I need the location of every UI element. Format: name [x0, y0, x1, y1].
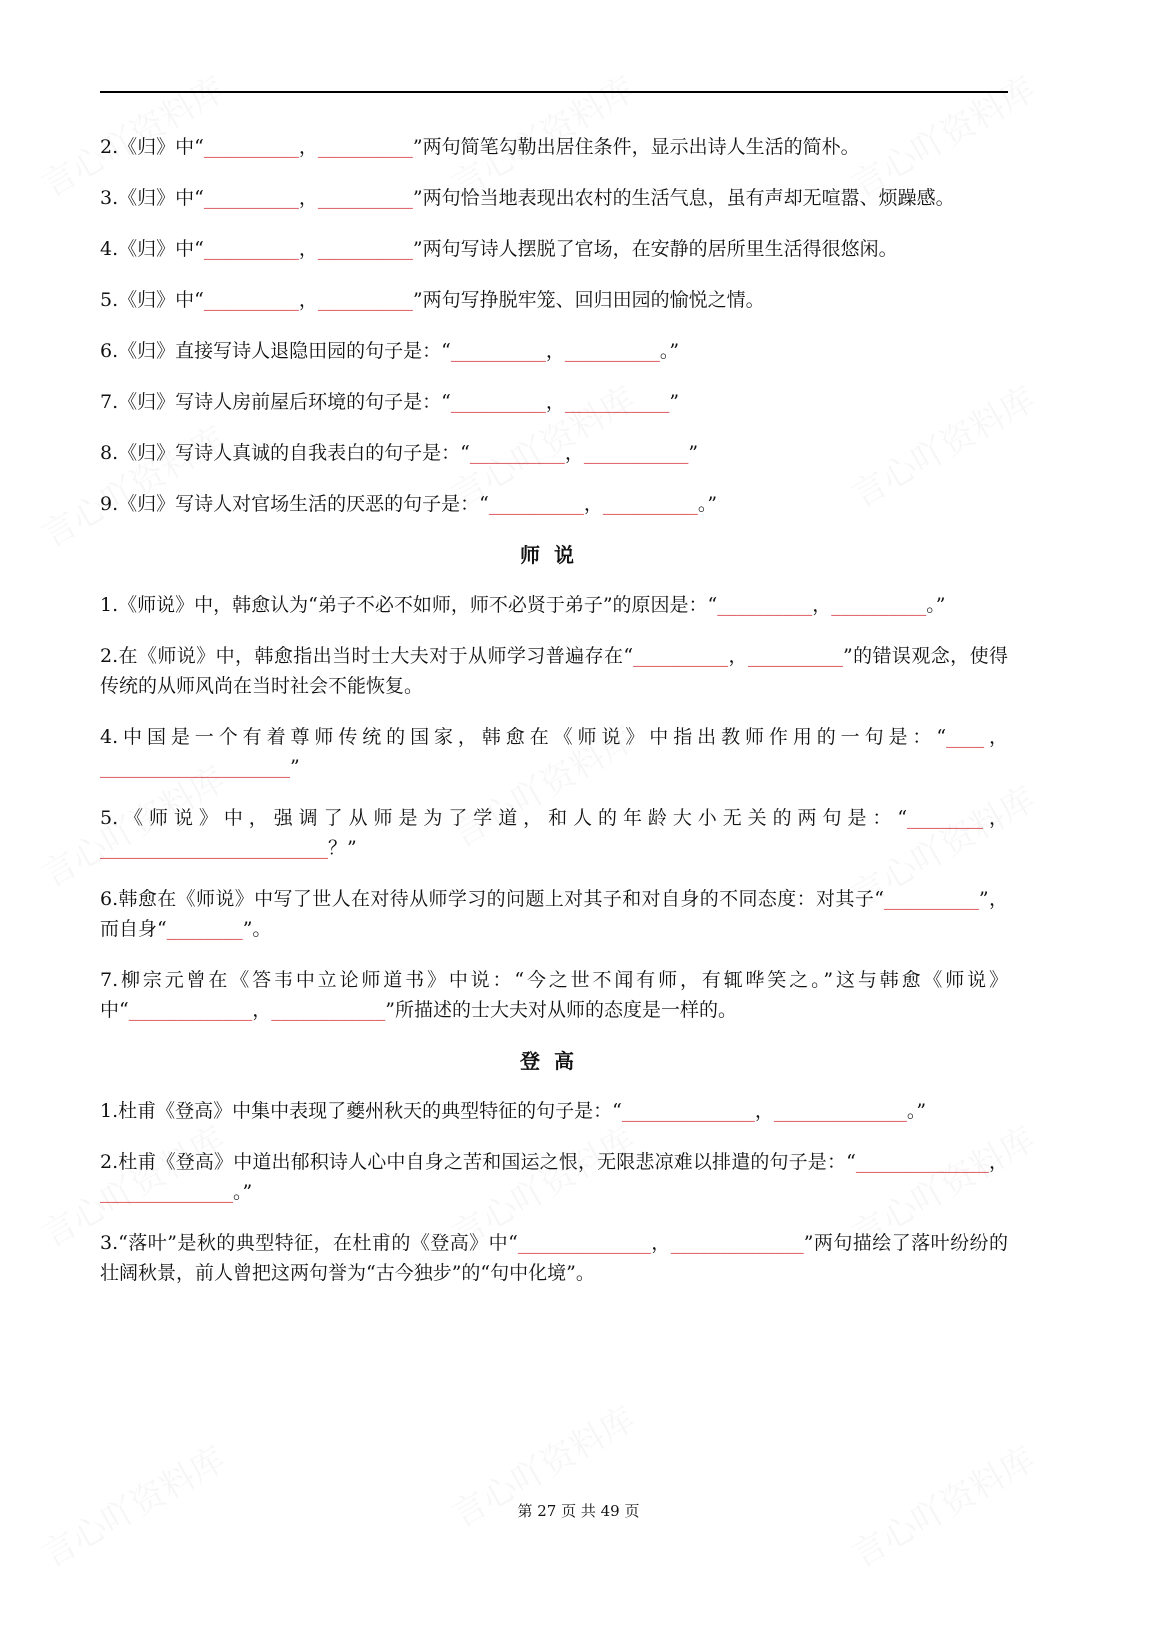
fill-in-blank[interactable]: __________ — [450, 391, 546, 413]
fill-in-blank[interactable]: ________ — [166, 918, 243, 940]
question-text: ， — [545, 340, 565, 362]
question-text: 2.杜甫《登高》中道出郁积诗人心中自身之苦和国运之恨，无限悲凉难以排遣的句子是：“ — [100, 1151, 856, 1173]
question-text: 7.《归》写诗人房前屋后环境的句子是：“ — [100, 391, 451, 413]
question-text: 3.“落叶”是秋的典型特征，在杜甫的《登高》中“ — [100, 1232, 518, 1254]
fill-in-blank[interactable]: ______________ — [621, 1100, 755, 1122]
question-text: 2.《归》中“ — [100, 136, 204, 158]
question-text: 5.《归》中“ — [100, 289, 204, 311]
fill-in-blank[interactable]: __________ — [602, 493, 698, 515]
fill-in-blank[interactable]: ____________________ — [100, 756, 290, 778]
question-item — [100, 722, 1008, 782]
question-text: ， — [564, 442, 584, 464]
fill-in-blank[interactable]: __________ — [203, 238, 299, 260]
question-text: 2.在《师说》中，韩愈指出当时士大夫对于从师学习普遍存在“ — [100, 645, 634, 667]
page-footer: 第 27 页 共 49 页 — [517, 1502, 640, 1520]
question-text: ”两句写诗人摆脱了官场，在安静的居所里生活得很悠闲。 — [412, 238, 898, 260]
question-text: ”，而自身“ — [100, 888, 1008, 940]
fill-in-blank[interactable]: __________ — [317, 187, 413, 209]
section-title: 登高 — [520, 1049, 588, 1073]
question-text: ， — [983, 807, 1008, 829]
fill-in-blank[interactable]: _____________ — [128, 999, 253, 1021]
question-text: 。” — [233, 1181, 253, 1203]
question-item — [100, 438, 1008, 468]
fill-in-blank[interactable]: ____ — [946, 726, 985, 748]
question-text: 1.杜甫《登高》中集中表现了夔州秋天的典型特征的句子是：“ — [100, 1100, 622, 1122]
question-text: ， — [728, 645, 748, 667]
question-item — [100, 489, 1008, 519]
question-text: 4.中国是一个有着尊师传统的国家，韩愈在《师说》中指出教师作用的一句是：“ — [100, 726, 947, 748]
question-text: ” — [688, 442, 699, 464]
fill-in-blank[interactable]: __________ — [633, 645, 729, 667]
fill-in-blank[interactable]: __________ — [203, 136, 299, 158]
question-item — [100, 387, 1008, 417]
fill-in-blank[interactable]: ______________ — [670, 1232, 804, 1254]
fill-in-blank[interactable]: ________ — [907, 807, 984, 829]
fill-in-blank[interactable]: ______________ — [100, 1181, 233, 1203]
question-text: ”所描述的士大夫对从师的态度是一样的。 — [385, 999, 737, 1021]
question-text: ”两句恰当地表现出农村的生活气息，虽有声却无喧嚣、烦躁感。 — [412, 187, 955, 209]
fill-in-blank[interactable]: __________ — [317, 136, 413, 158]
question-item — [100, 884, 1008, 944]
section-title: 师说 — [520, 543, 588, 567]
fill-in-blank[interactable]: __________ — [883, 888, 979, 910]
question-text: 9.《归》写诗人对官场生活的厌恶的句子是：“ — [100, 493, 489, 515]
question-text: ， — [252, 999, 272, 1021]
question-text: ”两句简笔勾勒出居住条件，显示出诗人生活的简朴。 — [412, 136, 860, 158]
fill-in-blank[interactable]: __________ — [717, 594, 813, 616]
question-item — [100, 183, 1008, 213]
question-text: ， — [298, 136, 318, 158]
fill-in-blank[interactable]: __________ — [564, 340, 660, 362]
question-text: ， — [754, 1100, 774, 1122]
fill-in-blank[interactable]: __________ — [831, 594, 927, 616]
question-text: ， — [988, 1151, 1008, 1173]
fill-in-blank[interactable]: ______________ — [773, 1100, 907, 1122]
question-text: ， — [298, 289, 318, 311]
question-item — [100, 234, 1008, 264]
question-item — [100, 965, 1008, 1025]
question-text: ” — [290, 756, 300, 778]
fill-in-blank[interactable]: ______________ — [517, 1232, 651, 1254]
question-text: ” — [669, 391, 680, 413]
fill-in-blank[interactable]: ______________ — [855, 1151, 989, 1173]
fill-in-blank[interactable]: ____________ — [271, 999, 386, 1021]
fill-in-blank[interactable]: ___________ — [583, 442, 689, 464]
question-text: ， — [650, 1232, 671, 1254]
question-text: ”。 — [242, 918, 272, 940]
question-item — [100, 1228, 1008, 1288]
question-item — [100, 285, 1008, 315]
fill-in-blank[interactable]: __________ — [469, 442, 565, 464]
question-text: 5.《师说》中，强调了从师是为了学道，和人的年龄大小无关的两句是：“ — [100, 807, 908, 829]
question-text: 6.《归》直接写诗人退隐田园的句子是：“ — [100, 340, 451, 362]
question-item — [100, 590, 1008, 620]
question-text: ， — [812, 594, 832, 616]
fill-in-blank[interactable]: __________ — [203, 289, 299, 311]
question-text: 6.韩愈在《师说》中写了世人在对待从师学习的问题上对其子和对自身的不同态度：对其子“ — [100, 888, 884, 910]
question-item — [100, 132, 1008, 162]
question-item — [100, 1096, 1008, 1126]
question-item — [100, 1147, 1008, 1207]
question-text: ， — [545, 391, 565, 413]
question-text: ”两句写挣脱牢笼、回归田园的愉悦之情。 — [412, 289, 765, 311]
fill-in-blank[interactable]: ________________________ — [100, 837, 328, 859]
fill-in-blank[interactable]: ___________ — [564, 391, 670, 413]
question-text: 4.《归》中“ — [100, 238, 204, 260]
question-text: ， — [984, 726, 1008, 748]
question-text: ， — [298, 238, 318, 260]
question-text: ”的错误观念，使得传统的从师风尚在当时社会不能恢复。 — [100, 645, 1009, 697]
question-text: 。” — [926, 594, 946, 616]
question-text: 8.《归》写诗人真诚的自我表白的句子是：“ — [100, 442, 470, 464]
question-text: 。” — [659, 340, 680, 362]
question-text: 1.《师说》中，韩愈认为“弟子不必不如师，师不必贤于弟子”的原因是：“ — [100, 594, 718, 616]
question-item — [100, 641, 1008, 701]
question-item — [100, 336, 1008, 366]
question-text: ？” — [328, 837, 357, 859]
question-item — [100, 803, 1008, 863]
header-rule — [100, 91, 1008, 93]
fill-in-blank[interactable]: __________ — [450, 340, 546, 362]
fill-in-blank[interactable]: __________ — [317, 238, 413, 260]
question-text: 3.《归》中“ — [100, 187, 204, 209]
question-text: 。” — [906, 1100, 927, 1122]
fill-in-blank[interactable]: __________ — [317, 289, 413, 311]
fill-in-blank[interactable]: __________ — [488, 493, 584, 515]
fill-in-blank[interactable]: __________ — [747, 645, 843, 667]
document-body — [100, 132, 1008, 1309]
question-text: 7.柳宗元曾在《答韦中立论师道书》中说：“今之世不闻有师，有辄哗笑之。”这与韩愈《师说》中“ — [100, 969, 1008, 1021]
question-text: ， — [298, 187, 318, 209]
question-text: ， — [583, 493, 603, 515]
question-text: ”两句描绘了落叶纷纷的壮阔秋景，前人曾把这两句誉为“古今独步”的“句中化境”。 — [100, 1232, 1008, 1284]
fill-in-blank[interactable]: __________ — [203, 187, 299, 209]
question-text: 。” — [697, 493, 718, 515]
